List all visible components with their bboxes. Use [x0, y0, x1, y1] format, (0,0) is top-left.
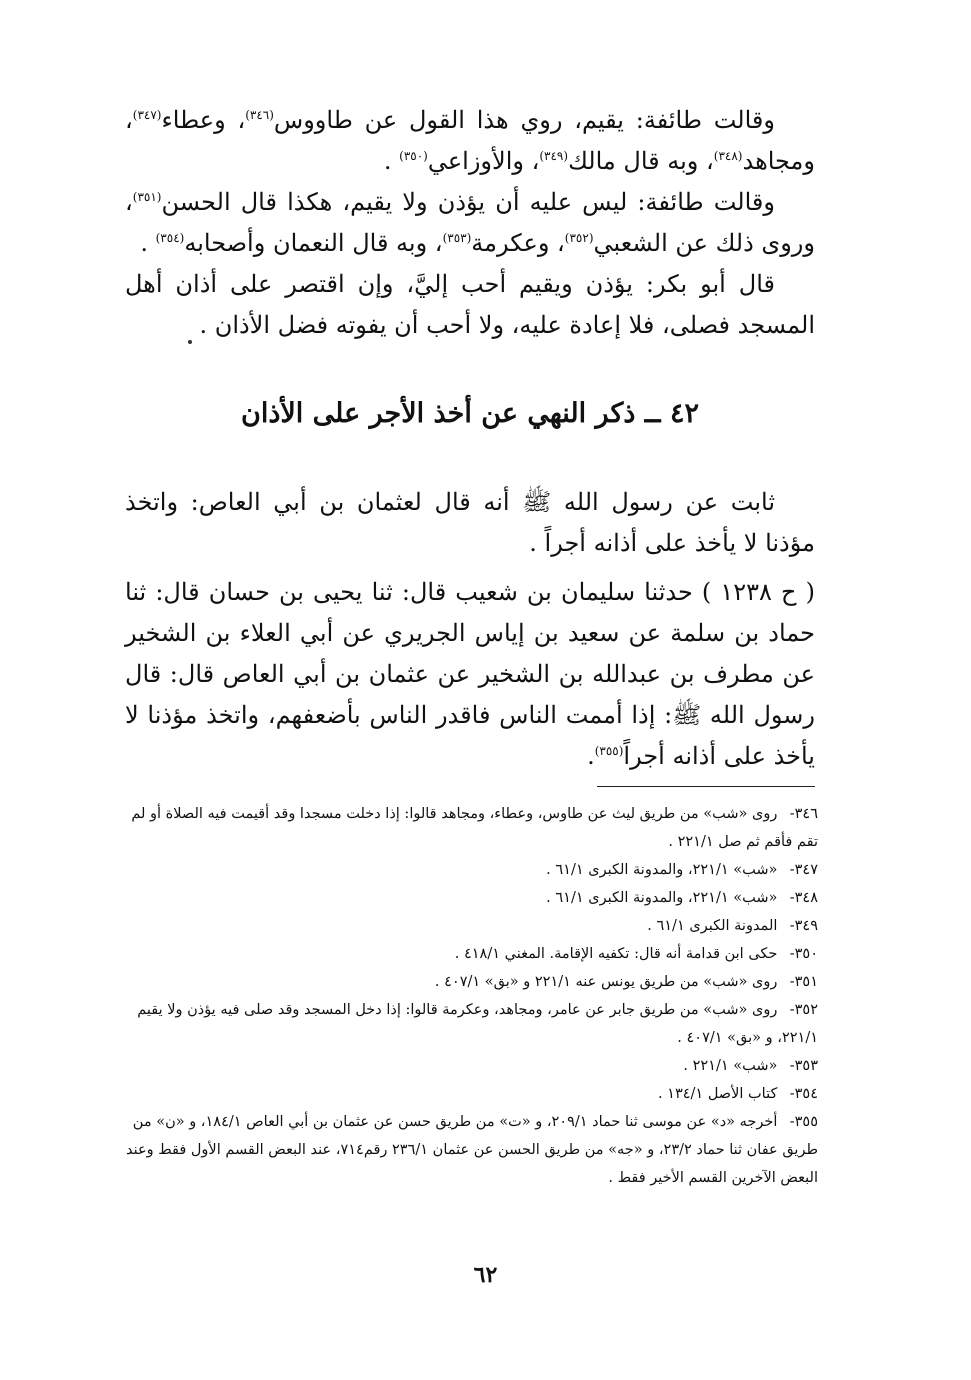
footnote-number: ٣٥٠-: [789, 946, 818, 962]
footnote-text: روى «شب» من طريق جابر عن عامر، ومجاهد، وعكرمة قالوا: إذا دخل المسجد وقد صلى فيه يؤذن ولا يقيم ٢٢١/١، و «بق» ٤٠٧/١ .: [137, 1002, 818, 1046]
footnotes-block: [120, 800, 818, 1192]
footnote-text: «شب» ٢٢١/١ .: [683, 1058, 778, 1074]
text-run: ، وعكرمة: [471, 229, 565, 257]
footnote-348: [120, 884, 818, 912]
footnote-ref[interactable]: (٣٥٥): [594, 744, 624, 758]
page-number: ٦٢: [473, 1262, 498, 1288]
text-run: ، وبه قال النعمان وأصحابه: [184, 229, 443, 257]
text-run: ، وبه قال مالك: [568, 147, 714, 175]
footnote-346: [120, 800, 818, 856]
footnote-ref[interactable]: (٣٤٦): [245, 108, 274, 122]
footnote-text: المدونة الكبرى ٦١/١ .: [647, 918, 778, 934]
footnote-text: حكى ابن قدامة أنه قال: تكفيه الإقامة. المغني ٤١٨/١ .: [454, 946, 778, 962]
footnote-number: ٣٥٣-: [789, 1058, 818, 1074]
footnote-text: أخرجه «د» عن موسى ثنا حماد ٢٠٩/١، و «ت» من طريق حسن عن عثمان بن أبي العاص ١٨٤/١، و «ن» من طريق عفان ثنا حماد ٢٣/٢، و «جه» من طريق الحسن عن عثمان ٢٣٦/١ رقم٧١٤، عند البعض القسم الأول فقط وعند البعض الآخرين القسم الأخير فقط .: [126, 1114, 818, 1186]
footnote-ref[interactable]: (٣٥٠): [399, 149, 428, 163]
footnote-number: ٣٥٤-: [789, 1086, 818, 1102]
text-run: ، وعطاء: [161, 106, 246, 134]
footnote-number: ٣٤٧-: [789, 862, 818, 878]
bottom-text-block: [125, 482, 815, 777]
paragraph-4: [125, 482, 815, 564]
text-run: ثابت عن رسول الله ﷺ أنه قال لعثمان بن أبي العاص: واتخذ مؤذنا لا يأخذ على أذانه أجراً .: [125, 488, 815, 557]
footnote-text: روى «شب» من طريق يونس عنه ٢٢١/١ و «بق» ٤٠٧/١ .: [434, 974, 778, 990]
paragraph-3: [125, 264, 815, 346]
text-run: ( ح ١٢٣٨ ) حدثنا سليمان بن شعيب قال: ثنا يحيى بن حسان قال: ثنا حماد بن سلمة عن سعيد بن إياس الجريري عن أبي العلاء بن الشخير عن مطرف بن عبدالله بن الشخير عن عثمان بن أبي العاص قال: قال رسول الله ﷺ: إذا أممت الناس فاقدر الناس بأضعفهم، واتخذ مؤذنا لا يأخذ على أذانه أجراً: [125, 578, 815, 770]
footnote-text: «شب» ٢٢١/١، والمدونة الكبرى ٦١/١ .: [546, 890, 778, 906]
footnote-number: ٣٤٦-: [789, 806, 818, 822]
footnote-ref[interactable]: (٣٤٧): [132, 108, 162, 122]
footnote-number: ٣٥٥-: [789, 1114, 818, 1130]
text-run: .: [383, 147, 400, 175]
footnote-separator: [597, 786, 815, 787]
footnote-ref[interactable]: (٣٤٨): [713, 149, 743, 163]
footnote-ref[interactable]: (٣٥٣): [442, 231, 472, 245]
paragraph-1: [125, 100, 815, 182]
text-run: ، والأوزاعي: [427, 147, 540, 175]
text-run: وقالت طائفة: ليس عليه أن يؤذن ولا يقيم، هكذا قال الحسن: [161, 188, 775, 216]
footnote-353: [120, 1052, 818, 1080]
stray-mark: [188, 340, 192, 344]
footnote-351: [120, 968, 818, 996]
paragraph-5: [125, 572, 815, 777]
footnote-text: روى «شب» من طريق ليث عن طاوس، وعطاء، ومجاهد قالوا: إذا دخلت مسجدا وقد أقيمت فيه الصلاة أو لم تقم فأقم ثم صل ٢٢١/١ .: [131, 806, 818, 850]
footnote-349: [120, 912, 818, 940]
section-heading: ٤٢ ــ ذكر النهي عن أخذ الأجر على الأذان: [241, 398, 699, 429]
text-run: .: [140, 229, 156, 257]
text-run: قال أبو بكر: يؤذن ويقيم أحب إليَّ، وإن اقتصر على أذان أهل المسجد فصلى، فلا إعادة عليه، ولا أحب أن يفوته فضل الأذان .: [125, 270, 815, 339]
text-run: ، وروى ذلك عن الشعبي: [125, 188, 815, 257]
top-text-block: [125, 100, 815, 346]
footnote-ref[interactable]: (٣٥٢): [564, 231, 594, 245]
paragraph-2: [125, 182, 815, 264]
footnote-number: ٣٤٨-: [789, 890, 818, 906]
footnote-number: ٣٤٩-: [789, 918, 818, 934]
footnote-text: كتاب الأصل ١٣٤/١ .: [657, 1086, 778, 1102]
footnote-ref[interactable]: (٣٥٤): [155, 231, 185, 245]
text-run: .: [587, 742, 595, 770]
text-run: وقالت طائفة: يقيم، روي هذا القول عن طاووس: [273, 106, 775, 134]
footnote-355: [120, 1108, 818, 1192]
footnote-ref[interactable]: (٣٥١): [132, 190, 162, 204]
footnote-number: ٣٥١-: [789, 974, 818, 990]
footnote-352: [120, 996, 818, 1052]
text-run: ، ومجاهد: [125, 106, 815, 175]
footnote-350: [120, 940, 818, 968]
footnote-ref[interactable]: (٣٤٩): [539, 149, 569, 163]
footnote-text: «شب» ٢٢١/١، والمدونة الكبرى ٦١/١ .: [546, 862, 778, 878]
footnote-number: ٣٥٢-: [789, 1002, 818, 1018]
footnote-354: [120, 1080, 818, 1108]
footnote-347: [120, 856, 818, 884]
